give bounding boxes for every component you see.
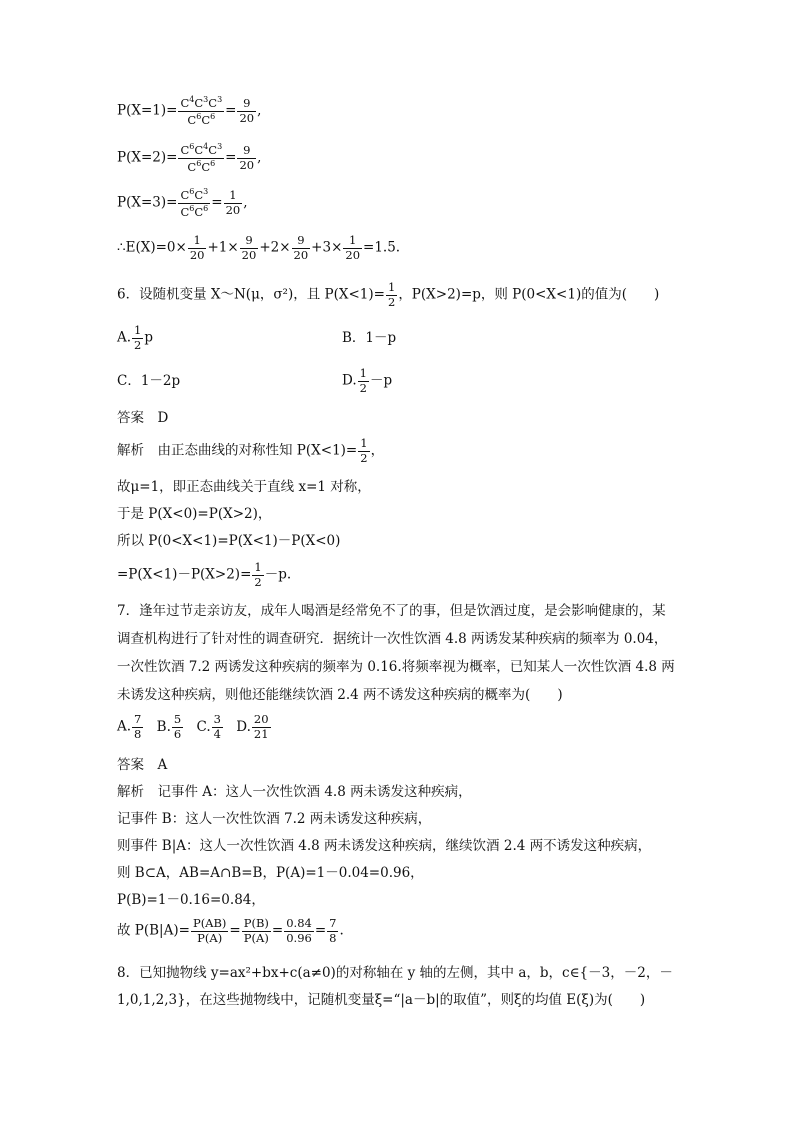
- fraction: $\frac{7}{8}$: [134, 712, 142, 741]
- px2-formula: P(X=2)= $\frac{C^6C^4C^3}{C^6C^6}$ = $\frac{9}{20}$ ,: [117, 142, 262, 174]
- fraction: $\frac{1}{2}$: [387, 280, 396, 309]
- q6-solution-line-2: 故μ=1，即正态曲线关于直线 x=1 对称，: [117, 479, 371, 495]
- fraction: $\frac{1}{20}$: [345, 233, 361, 262]
- fraction: $\frac{1}{2}$: [359, 366, 367, 395]
- q7-stem-line-2: 调查机构进行了针对性的调查研究．据统计一次性饮酒 4.8 两诱发某种疾病的频率为 0.04，: [117, 631, 668, 647]
- fraction: $\frac{20}{21}$: [253, 712, 269, 741]
- q7-solution-line-4: 则 B⊂A，AB=A∩B=B，P(A)=1－0.04=0.96，: [117, 865, 424, 881]
- q6-option-d: D. $\frac{1}{2}$ －p: [342, 366, 393, 395]
- q7-solution-line-3: 则事件 B|A：这人一次性饮酒 4.8 两未诱发这种疾病，继续饮酒 2.4 两不诱发这种疾病，: [117, 838, 652, 854]
- fraction: $\frac{1}{2}$: [360, 436, 368, 465]
- fraction: $\frac{P(AB)}{P(A)}$: [192, 916, 227, 945]
- q7-stem-line-4: 未诱发这种疾病，则他还能继续饮酒 2.4 两不诱发这种疾病的概率为( ): [117, 687, 563, 703]
- fraction: $\frac{P(B)}{P(A)}$: [243, 916, 269, 945]
- fraction: $\frac{9}{20}$: [241, 233, 257, 262]
- q6-option-a: A. $\frac{1}{2}$ p: [117, 323, 154, 352]
- q7-solution-line-2: 记事件 B：这人一次性饮酒 7.2 两未诱发这种疾病，: [117, 811, 432, 827]
- fraction: $\frac{9}{20}$: [293, 233, 309, 262]
- fraction: $\frac{1}{20}$: [189, 233, 205, 262]
- q7-stem-line-1: 7．逢年过节走亲访友，成年人喝酒是经常免不了的事，但是饮酒过度，是会影响健康的，某: [117, 603, 666, 619]
- q6-solution-line-5: =P(X<1)－P(X>2)= $\frac{1}{2}$ －p.: [117, 560, 292, 589]
- fraction: $\frac{C^4C^3C^3}{C^6C^6}$: [180, 95, 223, 127]
- q8-stem-line-1: 8．已知抛物线 y=ax²+bx+c(a≠0)的对称轴在 y 轴的左侧，其中 a，b，c∈{－3，－2，－: [117, 965, 673, 981]
- fraction: $\frac{C^6C^3}{C^6C^6}$: [180, 187, 209, 219]
- q6-option-b: B．1－p: [342, 330, 397, 346]
- q7-solution-line-6: 故 P(B|A)= $\frac{P(AB)}{P(A)}$ = $\frac{P(B)}{P(A)}$ = $\frac{0.84}{0.96}$ = $\frac{7}{8}$ .: [117, 916, 344, 945]
- fraction: $\frac{7}{8}$: [329, 916, 337, 945]
- q7-stem-line-3: 一次性饮酒 7.2 两诱发这种疾病的频率为 0.16.将频率视为概率，已知某人一次性饮酒 4.8 两: [117, 659, 675, 675]
- px1-formula: P(X=1)= $\frac{C^4C^3C^3}{C^6C^6}$ = $\frac{9}{20}$ ,: [117, 95, 262, 127]
- expectation-formula: ∴E(X)=0× $\frac{1}{20}$ +1× $\frac{9}{20}$ +2× $\frac{9}{20}$ +3× $\frac{1}{20}$ =1.5.: [117, 233, 401, 262]
- q7-solution-line-1: 解析 记事件 A：这人一次性饮酒 4.8 两未诱发这种疾病，: [117, 784, 472, 800]
- q8-stem-line-2: 1,0,1,2,3}，在这些抛物线中，记随机变量ξ=“|a－b|的取值”，则ξ的均值 E(ξ)为( ): [117, 992, 646, 1008]
- q7-options: A. $\frac{7}{8}$ B. $\frac{5}{6}$ C. $\frac{3}{4}$ D. $\frac{20}{21}$: [117, 712, 269, 741]
- q6-solution-line-3: 于是 P(X<0)=P(X>2)，: [117, 506, 272, 522]
- fraction: $\frac{9}{20}$: [239, 143, 255, 172]
- q6-stem: 6．设随机变量 X～N(μ，σ²)，且 P(X<1)= $\frac{1}{2}$ ，P(X>2)=p，则 P(0<X<1)的值为( ): [117, 280, 660, 309]
- q6-answer: 答案 D: [117, 410, 169, 426]
- px3-formula: P(X=3)= $\frac{C^6C^3}{C^6C^6}$ = $\frac{1}{20}$ ,: [117, 187, 248, 219]
- fraction: $\frac{C^6C^4C^3}{C^6C^6}$: [180, 142, 223, 174]
- fraction: $\frac{1}{2}$: [254, 560, 262, 589]
- q6-solution-line-4: 所以 P(0<X<1)=P(X<1)－P(X<0): [117, 533, 341, 549]
- q7-solution-line-5: P(B)=1－0.16=0.84，: [117, 892, 265, 908]
- fraction: $\frac{9}{20}$: [239, 96, 255, 125]
- q6-solution-line-1: 解析 由正态曲线的对称性知 P(X<1)= $\frac{1}{2}$ ，: [117, 436, 385, 465]
- fraction: $\frac{3}{4}$: [213, 712, 221, 741]
- fraction: $\frac{1}{20}$: [225, 188, 241, 217]
- fraction: $\frac{1}{2}$: [134, 323, 142, 352]
- fraction: $\frac{5}{6}$: [173, 712, 182, 741]
- q7-answer: 答案 A: [117, 757, 168, 773]
- fraction: $\frac{0.84}{0.96}$: [286, 916, 312, 945]
- q6-option-c: C．1－2p: [117, 373, 181, 389]
